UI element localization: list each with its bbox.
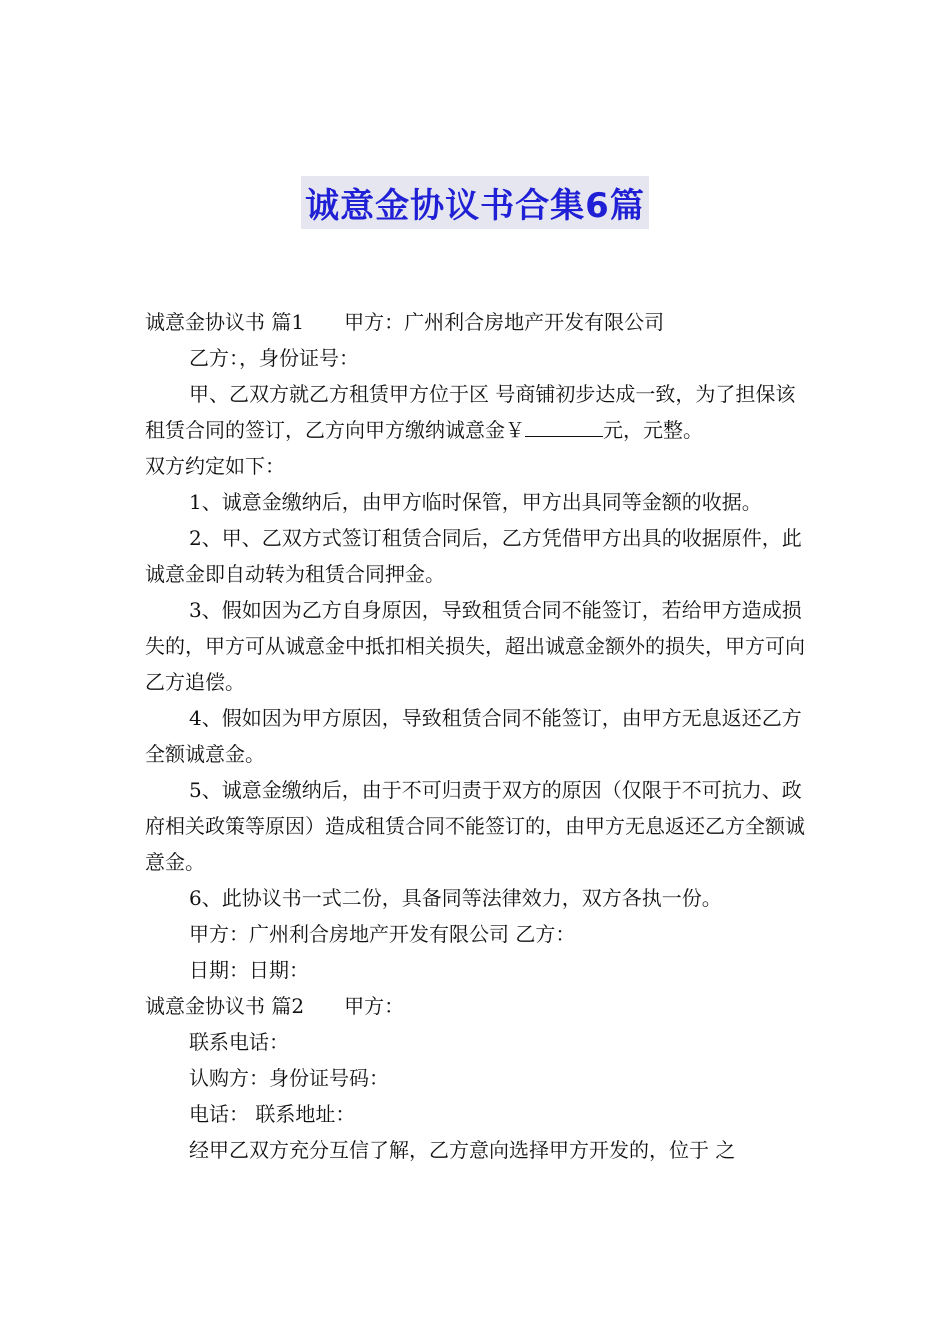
clause-6: 6、此协议书一式二份，具备同等法律效力，双方各执一份。 xyxy=(189,886,722,910)
section-2-heading: 诚意金协议书 篇2 xyxy=(145,994,305,1018)
phone-address-line: 电话： 联系地址： xyxy=(189,1102,356,1126)
clause-1: 1、诚意金缴纳后，由甲方临时保管，甲方出具同等金额的收据。 xyxy=(189,490,762,514)
party-a-line: 甲方：广州利合房地产开发有限公司 xyxy=(344,310,665,334)
document-title: 诚意金协议书合集6篇 xyxy=(301,176,649,229)
section-2-party-a: 甲方： xyxy=(344,994,405,1018)
section-1-heading: 诚意金协议书 篇1 xyxy=(145,310,305,334)
clause-5: 5、诚意金缴纳后，由于不可归责于双方的原因（仅限于不可抗力、政府相关政策等原因）造成租赁合同不能签订的，由甲方无息返还乙方全额诚意金。 xyxy=(145,778,805,874)
party-b-line: 乙方：，身份证号： xyxy=(189,346,359,370)
date-line: 日期：日期： xyxy=(189,958,309,982)
document-body xyxy=(145,304,815,1168)
clause-3: 3、假如因为乙方自身原因，导致租赁合同不能签订，若给甲方造成损失的，甲方可从诚意金中抵扣相关损失，超出诚意金额外的损失，甲方可向乙方追偿。 xyxy=(145,598,805,694)
signature-line: 甲方：广州利合房地产开发有限公司 乙方： xyxy=(189,922,576,946)
clause-4: 4、假如因为甲方原因，导致租赁合同不能签订，由甲方无息返还乙方全额诚意金。 xyxy=(145,706,802,766)
agreement-line: 双方约定如下： xyxy=(145,454,285,478)
section-2-heading-line xyxy=(145,988,815,1024)
section-2-intro: 经甲乙双方充分互信了解，乙方意向选择甲方开发的，位于 之 xyxy=(189,1138,736,1162)
clause-2: 2、甲、乙双方式签订租赁合同后，乙方凭借甲方出具的收据原件，此诚意金即自动转为租赁合同押金。 xyxy=(145,526,802,586)
buyer-line: 认购方：身份证号码： xyxy=(189,1066,389,1090)
section-1-heading-line xyxy=(145,304,815,340)
amount-blank xyxy=(525,414,603,437)
contact-phone-line: 联系电话： xyxy=(189,1030,289,1054)
intro-paragraph: 甲、乙双方就乙方租赁甲方位于区 号商铺初步达成一致，为了担保该租赁合同的签订，乙方向甲方缴纳诚意金￥ 元，元整。 xyxy=(145,382,796,442)
